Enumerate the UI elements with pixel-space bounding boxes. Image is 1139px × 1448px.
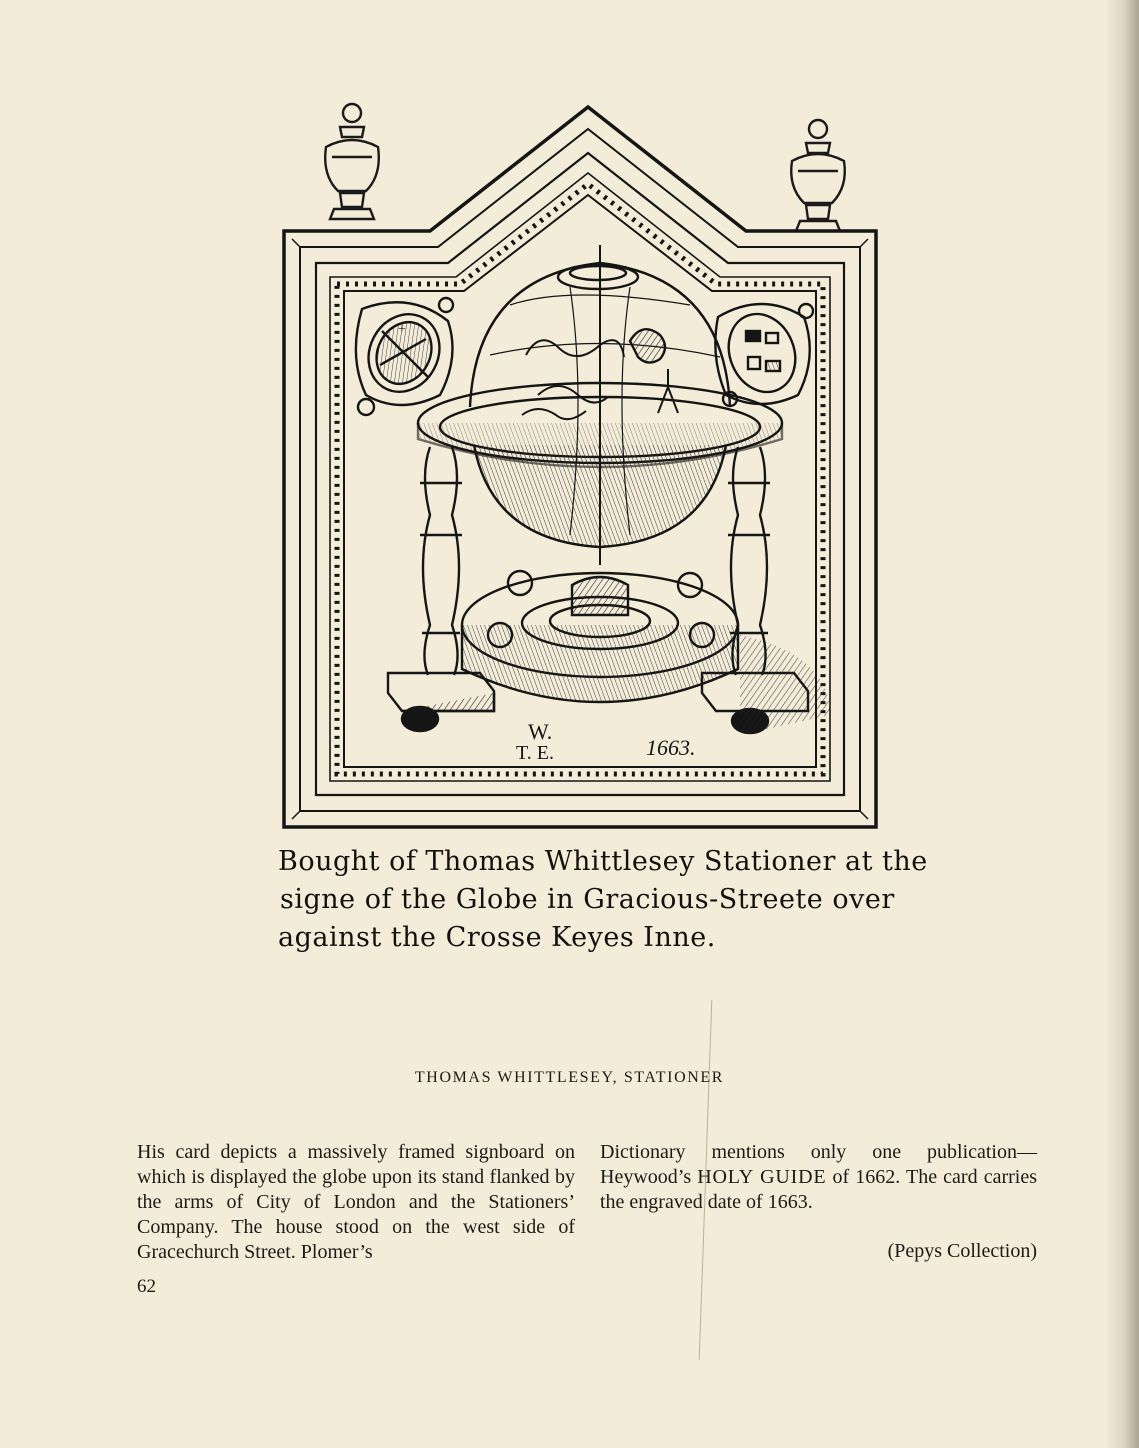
page-edge-shadow bbox=[1105, 0, 1139, 1448]
page-number: 62 bbox=[137, 1276, 156, 1297]
celestial-globe bbox=[470, 245, 730, 565]
body-right-text-after: of 1662. The card carries the engraved date of 1663. bbox=[600, 1166, 1037, 1213]
trade-card-engraving bbox=[270, 95, 890, 835]
caption-line-2: signe of the Globe in Gracious-Streete over bbox=[280, 884, 895, 915]
section-heading: THOMAS WHITTLESEY, STATIONER bbox=[414, 1069, 725, 1086]
engraved-date: 1663. bbox=[646, 735, 696, 760]
right-finial bbox=[791, 120, 845, 231]
city-arms-cartouche bbox=[355, 298, 453, 415]
caption-line-3: against the Crosse Keyes Inne. bbox=[278, 922, 716, 953]
body-column-left: His card depicts a massively framed signboard on which is displayed the globe upon its stand flanked by the arms of City of London and the Stationers’ Company. The house stood on the west side of Gracechurch Street. Plomer’s bbox=[137, 1141, 575, 1263]
signboard-illustration bbox=[270, 95, 890, 835]
stationers-arms-cartouche bbox=[715, 304, 813, 406]
left-finial bbox=[325, 104, 379, 219]
globe-base-disc bbox=[462, 571, 738, 702]
collection-credit: (Pepys Collection) bbox=[887, 1240, 1037, 1262]
engraver-monogram-w: W. bbox=[528, 719, 553, 744]
body-right-text-before: Dictionary mentions only one publication—Heywood’s bbox=[600, 1141, 1037, 1188]
book-title-holy-guide: HOLY GUIDE bbox=[697, 1166, 827, 1188]
body-column-right bbox=[600, 1140, 1037, 1215]
trade-card-caption bbox=[278, 843, 928, 957]
svg-text:+: + bbox=[398, 322, 406, 337]
caption-line-1: Bought of Thomas Whittlesey Stationer at the bbox=[278, 846, 928, 877]
engraver-monogram-te: T. E. bbox=[516, 742, 554, 764]
